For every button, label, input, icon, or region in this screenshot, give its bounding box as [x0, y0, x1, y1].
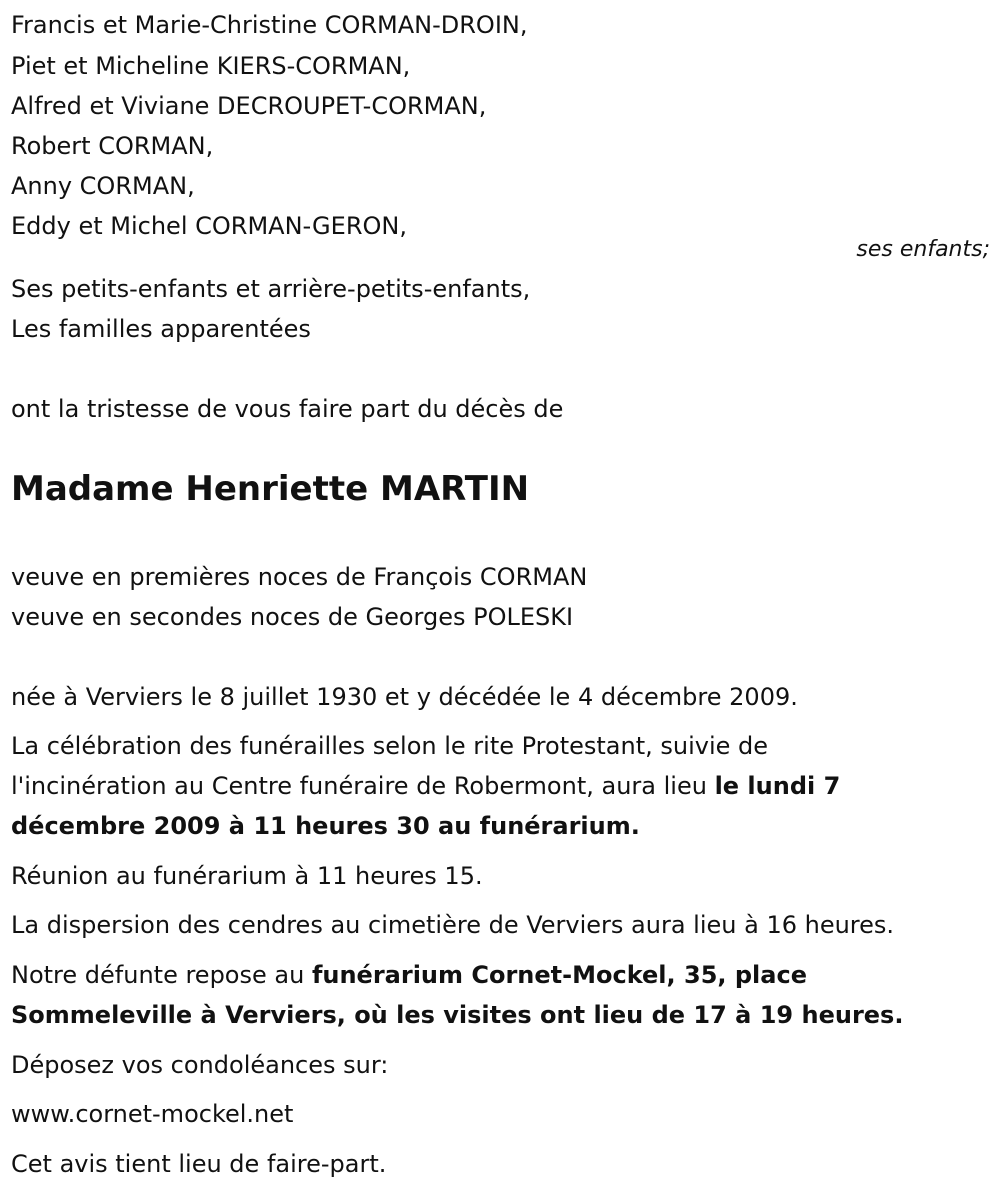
child-1: Francis et Marie-Christine CORMAN-DROIN,: [11, 11, 528, 39]
announcement-text: ont la tristesse de vous faire part du décès de: [11, 395, 564, 423]
grandchildren-line: Ses petits-enfants et arrière-petits-enfants,: [11, 275, 531, 303]
rest-line-2: [11, 1000, 903, 1030]
ceremony-line-2-plain: l'incinération au Centre funéraire de Robermont, aura lieu: [11, 772, 715, 800]
funeral-home-address-start: funérarium Cornet-Mockel, 35, place: [311, 961, 807, 989]
condolences-label: Déposez vos condoléances sur:: [11, 1051, 389, 1079]
ceremony-line-2: [11, 771, 840, 801]
child-5: Anny CORMAN,: [11, 172, 195, 200]
child-6: Eddy et Michel CORMAN-GERON,: [11, 212, 407, 240]
related-families-line: Les familles apparentées: [11, 315, 311, 343]
dispersion-line: La dispersion des cendres au cimetière de Verviers aura lieu à 16 heures.: [11, 911, 895, 939]
child-3: Alfred et Viviane DECROUPET-CORMAN,: [11, 92, 487, 120]
second-marriage: veuve en secondes noces de Georges POLESKI: [11, 603, 574, 631]
meeting-line: Réunion au funérarium à 11 heures 15.: [11, 862, 483, 890]
deceased-name: Madame Henriette MARTIN: [11, 469, 530, 509]
rest-line-1: [11, 960, 807, 990]
first-marriage: veuve en premières noces de François CORMAN: [11, 563, 588, 591]
child-2: Piet et Micheline KIERS-CORMAN,: [11, 52, 411, 80]
ceremony-date-start: le lundi 7: [714, 772, 841, 800]
ceremony-line-1: La célébration des funérailles selon le rite Protestant, suivie de: [11, 732, 769, 760]
ceremony-line-3: [11, 811, 640, 841]
funeral-home-address-end: Sommeleville à Verviers, où les visites ont lieu de 17 à 19 heures.: [11, 1001, 904, 1029]
website-link[interactable]: www.cornet-mockel.net: [11, 1100, 294, 1128]
child-4: Robert CORMAN,: [11, 132, 214, 160]
ceremony-date-end: décembre 2009 à 11 heures 30 au funérarium.: [11, 812, 640, 840]
birth-death-line: née à Verviers le 8 juillet 1930 et y décédée le 4 décembre 2009.: [11, 683, 798, 711]
children-role: ses enfants;: [856, 237, 990, 262]
rest-line-1-plain: Notre défunte repose au: [11, 961, 312, 989]
closing-note: Cet avis tient lieu de faire-part.: [11, 1150, 387, 1178]
